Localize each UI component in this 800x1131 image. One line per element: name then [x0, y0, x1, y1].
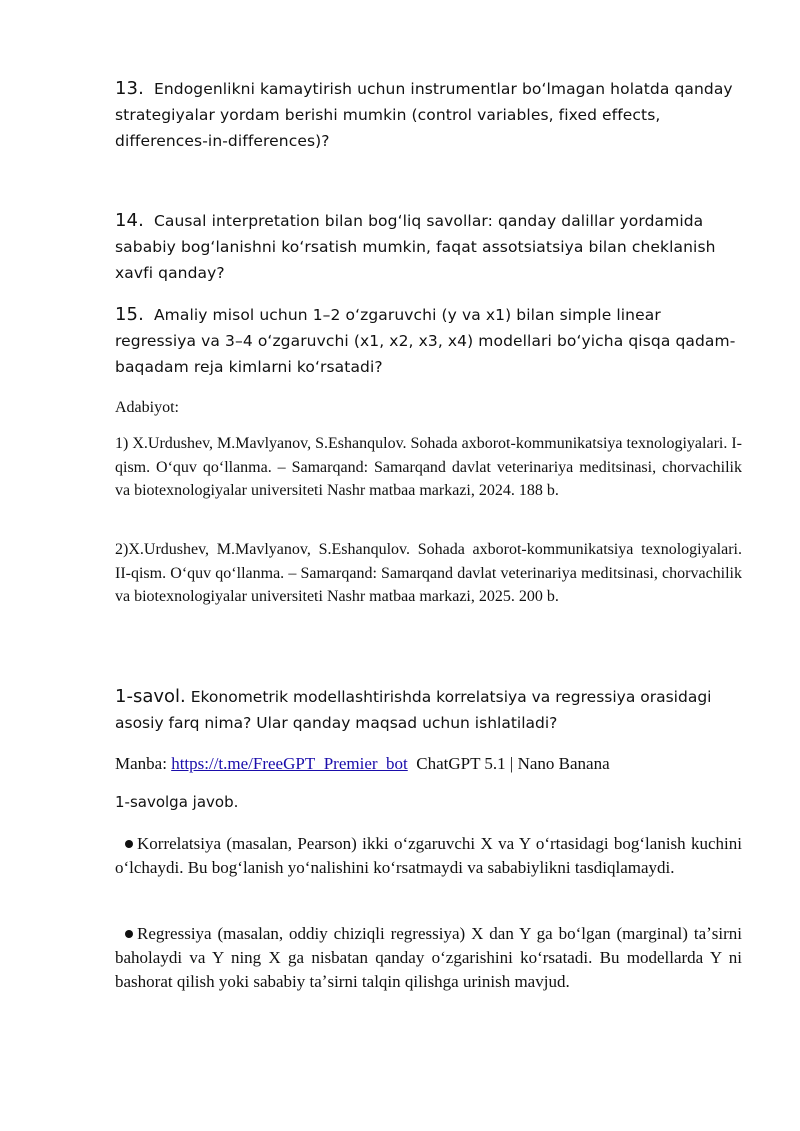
source-link[interactable]: https://t.me/FreeGPT_Premier_bot: [171, 754, 408, 773]
question-text: Causal interpretation bilan bogʻliq savollar: qanday dalillar yordamida sababiy bogʻlanishni koʻrsatish mumkin, faqat assotsiatsiya bilan cheklanish xavfi qanday?: [115, 212, 716, 282]
reference-item-1: 1) X.Urdushev, M.Mavlyanov, S.Eshanqulov. Sohada axborot-kommunikatsiya texnologiyalari. I-qism. Oʻquv qoʻllanma. – Samarqand: Samarqand davlat veterinariya meditsinasi, chorvachilik va biotexnologiyalar universiteti Nashr matbaa markazi, 2024. 188 b.: [115, 435, 742, 499]
question-text: Endogenlikni kamaytirish uchun instrumentlar boʻlmagan holatda qanday strategiyalar yordam berishi mumkin (control variables, fixed effects, differences-in-differences)?: [115, 80, 733, 150]
section-lead: 1-savol.: [115, 686, 186, 707]
question-number: 13.: [115, 78, 144, 99]
source-line: [115, 752, 610, 776]
question-15: [115, 302, 745, 380]
source-label: Manba:: [115, 754, 167, 773]
source-suffix: ChatGPT 5.1 | Nano Banana: [416, 754, 610, 773]
answer-bullet-1: [115, 832, 742, 880]
answer-bullet-2: [115, 922, 742, 994]
bullet-text: Korrelatsiya (masalan, Pearson) ikki oʻzgaruvchi X va Y oʻrtasidagi bogʻlanish kuchini oʻlchaydi. Bu bogʻlanish yoʻnalishini koʻrsatmaydi va sababiylikni tasdiqlamaydi.: [115, 834, 742, 877]
question-14: [115, 208, 745, 286]
question-13: [115, 76, 745, 154]
bullet-icon: [125, 840, 133, 848]
question-number: 15.: [115, 304, 144, 325]
answer-heading: 1-savolga javob.: [115, 793, 239, 811]
bullet-icon: [125, 930, 133, 938]
question-number: 14.: [115, 210, 144, 231]
section-question-text: Ekonometrik modellashtirishda korrelatsiya va regressiya orasidagi asosiy farq nima? Ular qanday maqsad uchun ishlatiladi?: [115, 688, 712, 732]
bullet-text: Regressiya (masalan, oddiy chiziqli regressiya) X dan Y ga boʻlgan (marginal) taʼsirni baholaydi va Y ning X ga nisbatan qanday oʻzgarishini koʻrsatadi. Bu modellarda Y ni bashorat qilish yoki sababiy taʼsirni talqin qilishga urinish mavjud.: [115, 924, 742, 991]
references-heading: Adabiyot:: [115, 399, 179, 416]
question-text: Amaliy misol uchun 1–2 oʻzgaruvchi (y va x1) bilan simple linear regressiya va 3–4 oʻzgaruvchi (x1, x2, x3, x4) modellari boʻyicha qisqa qadam-baqadam reja kimlarni koʻrsatadi?: [115, 306, 736, 376]
section-question: [115, 684, 745, 736]
reference-item-2: 2)X.Urdushev, M.Mavlyanov, S.Eshanqulov. Sohada axborot-kommunikatsiya texnologiyalari. II-qism. Oʻquv qoʻllanma. – Samarqand: Samarqand davlat veterinariya meditsinasi, chorvachilik va biotexnologiyalar universiteti Nashr matbaa markazi, 2025. 200 b.: [115, 541, 742, 605]
